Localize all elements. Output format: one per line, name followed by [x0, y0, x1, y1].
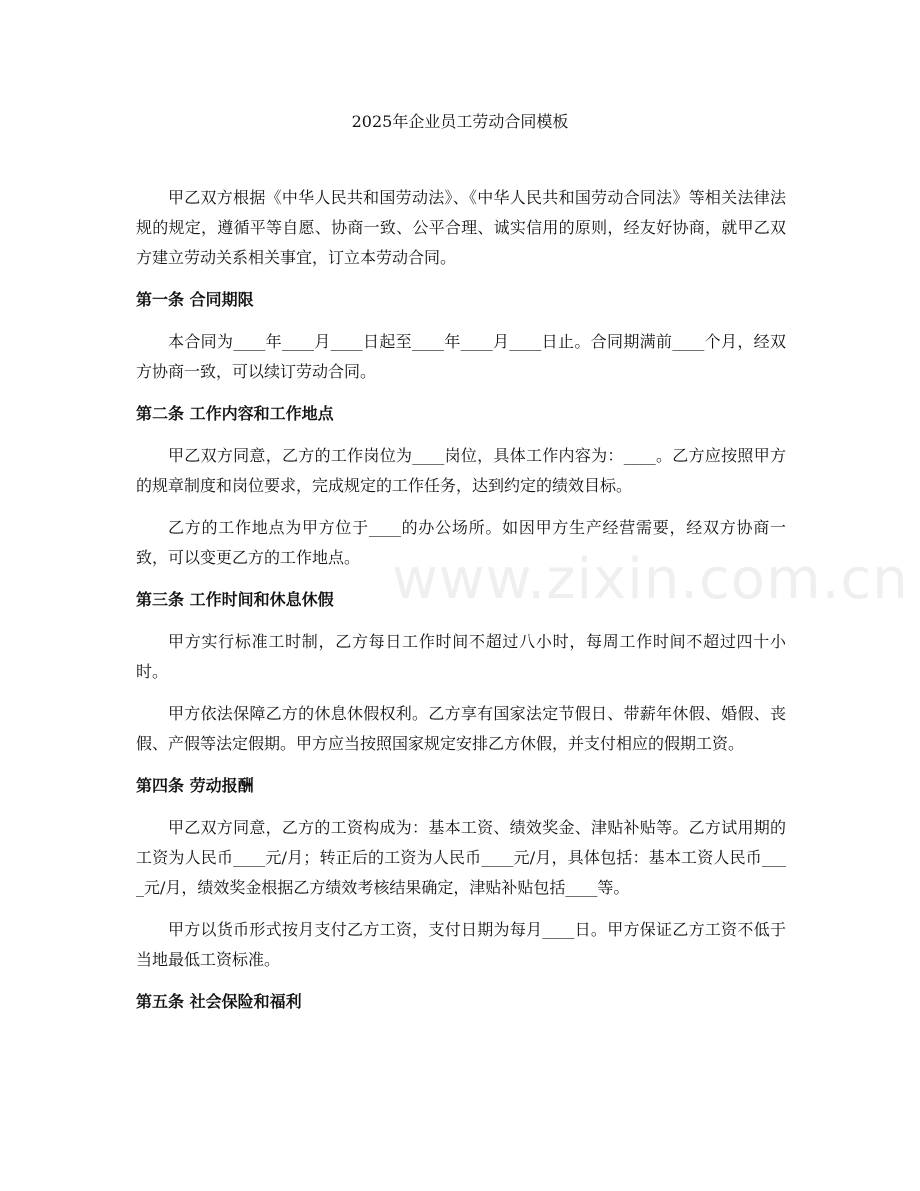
section-heading-4: 第四条 劳动报酬 [136, 776, 254, 795]
section-heading-2: 第二条 工作内容和工作地点 [136, 404, 334, 423]
section-3-paragraph-2: 甲方依法保障乙方的休息休假权利。乙方享有国家法定节假日、带薪年休假、婚假、丧假、产假等法定假期。甲方应当按照国家规定安排乙方休假，并支付相应的假期工资。 [136, 704, 786, 753]
section-4-paragraph-2: 甲方以货币形式按月支付乙方工资，支付日期为每月____日。甲方保证乙方工资不低于当地最低工资标准。 [136, 920, 786, 969]
section-heading-5: 第五条 社会保险和福利 [136, 992, 302, 1011]
section-2-paragraph-2: 乙方的工作地点为甲方位于____的办公场所。如因甲方生产经营需要，经双方协商一致，可以变更乙方的工作地点。 [136, 518, 786, 567]
intro-paragraph: 甲乙双方根据《中华人民共和国劳动法》、《中华人民共和国劳动合同法》等相关法律法规的规定，遵循平等自愿、协商一致、公平合理、诚实信用的原则，经友好协商，就甲乙双方建立劳动关系相关事宜，订立本劳动合同。 [136, 188, 786, 267]
section-4-paragraph-1: 甲乙双方同意，乙方的工资构成为：基本工资、绩效奖金、津贴补贴等。乙方试用期的工资为人民币____元/月；转正后的工资为人民币____元/月，具体包括：基本工资人民币____元/月，绩效奖金根据乙方绩效考核结果确定，津贴补贴包括____等。 [136, 818, 786, 897]
document-title: 2025年企业员工劳动合同模板 [351, 112, 569, 131]
section-3-paragraph-1: 甲方实行标准工时制，乙方每日工作时间不超过八小时，每周工作时间不超过四十小时。 [136, 632, 786, 681]
section-2-paragraph-1: 甲乙双方同意，乙方的工作岗位为____岗位，具体工作内容为：____。乙方应按照甲方的规章制度和岗位要求，完成规定的工作任务，达到约定的绩效目标。 [136, 446, 786, 495]
watermark: www.zixin.com.cn [392, 547, 909, 612]
document-body [136, 183, 786, 1029]
section-heading-1: 第一条 合同期限 [136, 290, 254, 309]
section-1-paragraph: 本合同为____年____月____日起至____年____月____日止。合同期满前____个月，经双方协商一致，可以续订劳动合同。 [136, 332, 786, 381]
section-heading-3: 第三条 工作时间和休息休假 [136, 590, 334, 609]
